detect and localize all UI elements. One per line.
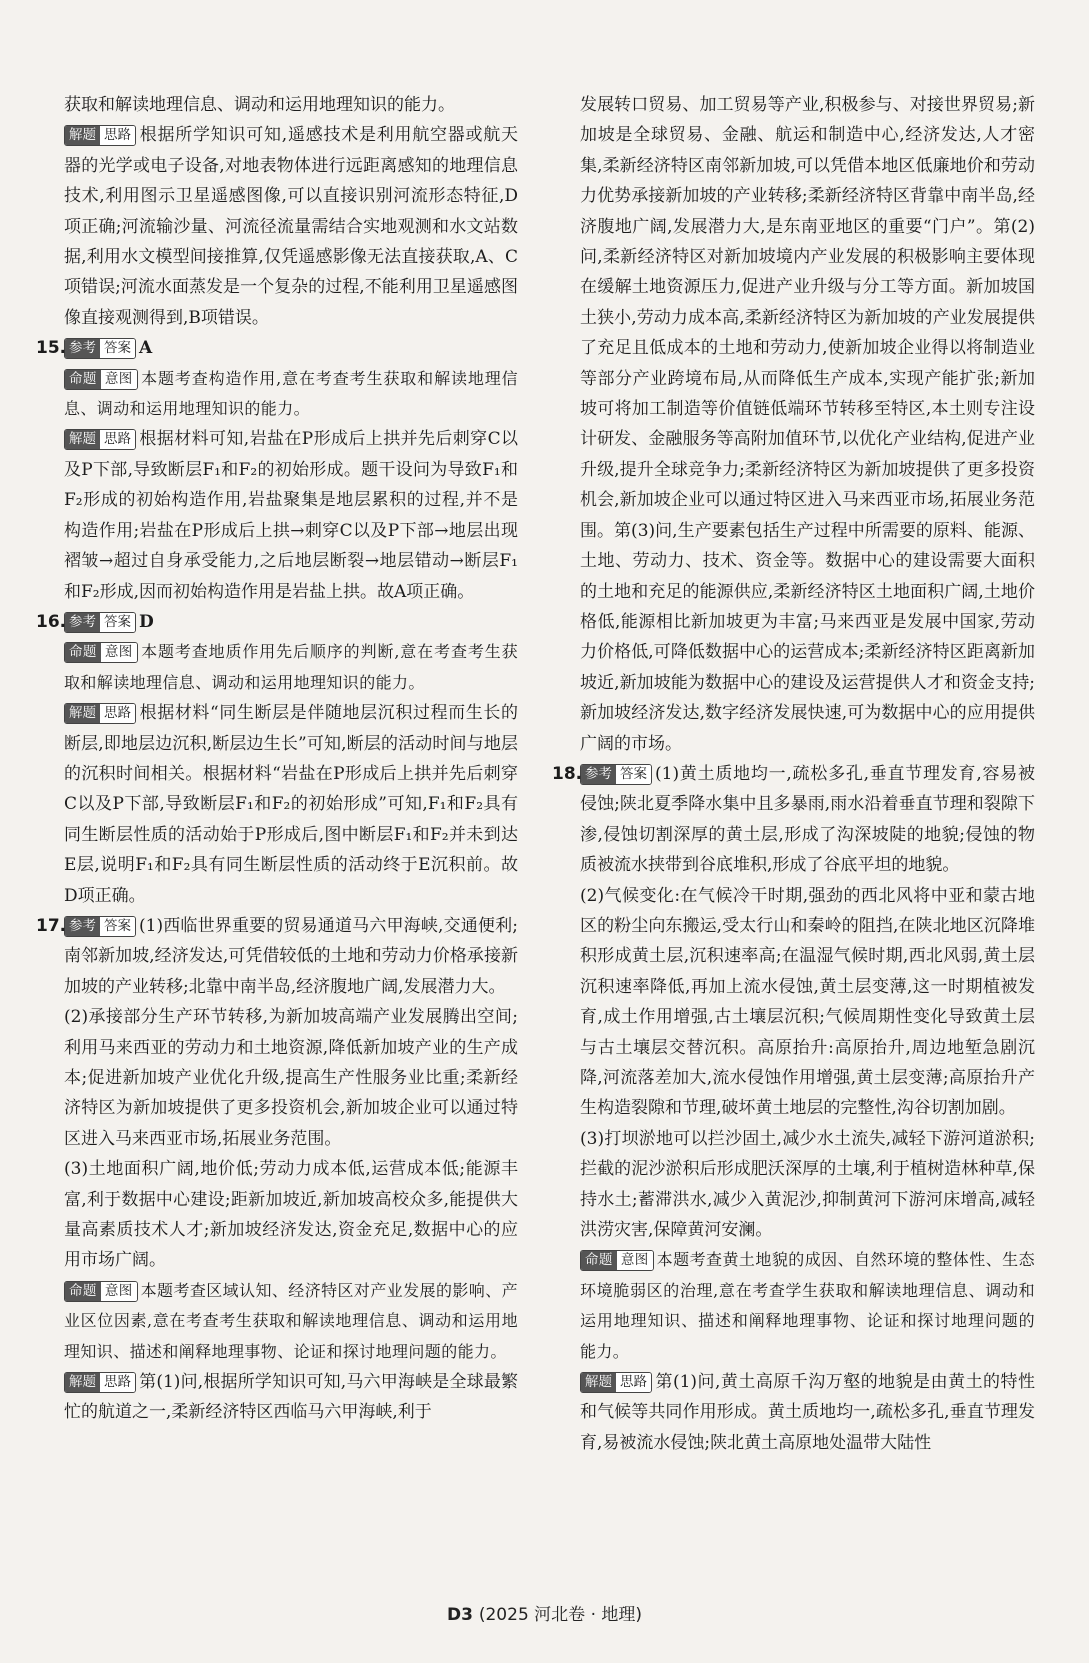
page-code: D3 xyxy=(446,1605,473,1625)
q17-answer-2: (2)承接部分生产环节转移,为新加坡高端产业发展腾出空间;利用马来西亚的劳动力和土地资源,降低新加坡产业的生产成本;促进新加坡产业优化升级,提高生产性服务业比重;柔新经济特区为新加坡提供了更多投资机会,新加坡企业可以通过特区进入马来西亚市场,拓展业务范围。 xyxy=(64,1007,518,1149)
tag-thinking: 解题 思路 xyxy=(64,1372,136,1393)
page-footer xyxy=(0,1600,1089,1625)
q17-thinking: 解题 思路 第(1)问,根据所学知识可知,马六甲海峡是全球最繁忙的航道之一,柔新经济特区西临马六甲海峡,利于 xyxy=(64,1372,518,1423)
tag-thinking: 解题 思路 xyxy=(64,703,136,724)
q18-intent: 命题 意图 本题考查黄土地貌的成因、自然环境的整体性、生态环境脆弱区的治理,意在考查学生获取和解读地理信息、调动和运用地理知识、描述和阐释地理事物、论证和探讨地理问题的能力。 xyxy=(580,1250,1035,1361)
tag-answer: 参考 答案 xyxy=(64,916,136,937)
question-number: 18. xyxy=(552,763,583,784)
tag-answer: 参考 答案 xyxy=(580,764,652,785)
left-column xyxy=(36,90,518,1428)
q15-answer: A xyxy=(139,338,153,359)
page-meta: (2025 河北卷 · 地理) xyxy=(478,1605,643,1625)
q17-answer-3: (3)土地面积广阔,地价低;劳动力成本低,运营成本低;能源丰富,利于数据中心建设;距新加坡近,新加坡高校众多,能提供大量高素质技术人才;新加坡经济发达,资金充足,数据中心的应用市场广阔。 xyxy=(64,1159,518,1271)
q16-thinking: 解题 思路 根据材料“同生断层是伴随地层沉积过程而生长的断层,即地层边沉积,断层边生长”可知,断层的活动时间与地层的沉积时间相关。根据材料“岩盐在P形成后上拱并先后刺穿C以及P下部,导致断层F₁和F₂的初始形成”可知,F₁和F₂具有同生断层性质的活动始于P形成后,图中断层F₁和F₂并未到达E层,说明F₁和F₂具有同生断层性质的活动终于E沉积前。故D项正确。 xyxy=(64,703,518,906)
question-18 xyxy=(552,759,1035,881)
question-number: 15. xyxy=(36,338,67,359)
question-17 xyxy=(36,911,518,1002)
q18-thinking: 解题 思路 第(1)问,黄土高原千沟万壑的地貌是由黄土的特性和气候等共同作用形成。黄土质地均一,疏松多孔,垂直节理发育,易被流水侵蚀;陕北黄土高原地处温带大陆性 xyxy=(580,1372,1035,1453)
question-number: 16. xyxy=(36,611,67,632)
right-column xyxy=(552,90,1035,1458)
q17-thinking-continued: 发展转口贸易、加工贸易等产业,积极参与、对接世界贸易;新加坡是全球贸易、金融、航运和制造中心,经济发达,人才密集,柔新经济特区南邻新加坡,可以凭借本地区低廉地价和劳动力优势承接新加坡的产业转移;柔新经济特区背靠中南半岛,经济腹地广阔,发展潜力大,是东南亚地区的重要“门户”。第(2)问,柔新经济特区对新加坡境内产业发展的积极影响主要体现在缓解土地资源压力,促进产业升级与分工等方面。新加坡国土狭小,劳动力成本高,柔新经济特区为新加坡的产业发展提供了充足且低成本的土地和劳动力,使新加坡企业得以将制造业等部分产业跨境布局,从而降低生产成本,实现产能扩张;新加坡可将加工制造等价值链低端环节转移至特区,本土则专注设计研发、金融服务等高附加值环节,以优化产业结构,促进产业升级,提升全球竞争力;柔新经济特区为新加坡提供了更多投资机会,新加坡企业可以通过特区进入马来西亚市场,拓展业务范围。第(3)问,生产要素包括生产过程中所需要的原料、能源、土地、劳动力、技术、资金等。数据中心的建设需要大面积的土地和充足的能源供应,柔新经济特区土地面积广阔,土地价格低,能源相比新加坡更为丰富;马来西亚是发展中国家,劳动力价格低,可降低数据中心的运营成本;柔新经济特区距离新加坡近,新加坡能为数据中心的建设及运营提供人才和资金支持;新加坡经济发达,数字经济发展快速,可为数据中心的应用提供广阔的市场。 xyxy=(580,95,1035,754)
q17-intent: 命题 意图 本题考查区域认知、经济特区对产业发展的影响、产业区位因素,意在考查考生获取和解读地理信息、调动和运用地理知识、描述和阐释地理事物、论证和探讨地理问题的能力。 xyxy=(64,1280,518,1361)
q16-intent: 命题 意图 本题考查地质作用先后顺序的判断,意在考查考生获取和解读地理信息、调动和运用地理知识的能力。 xyxy=(64,642,518,692)
question-16 xyxy=(36,607,518,637)
tag-answer: 参考 答案 xyxy=(64,338,136,359)
question-number: 17. xyxy=(36,915,67,936)
q15-thinking: 解题 思路 根据材料可知,岩盐在P形成后上拱并先后刺穿C以及P下部,导致断层F₁和F₂的初始形成。题干设问为导致F₁和F₂形成的初始构造作用,岩盐聚集是地层累积的过程,并不是构造作用;岩盐在P形成后上拱→刺穿C以及P下部→地层出现褶皱→超过自身承受能力,之后地层断裂→地层错动→断层F₁和F₂形成,因而初始构造作用是岩盐上拱。故A项正确。 xyxy=(64,429,518,602)
q18-answer-3: (3)打坝淤地可以拦沙固土,减少水土流失,减轻下游河道淤积;拦截的泥沙淤积后形成肥沃深厚的土壤,利于植树造林种草,保持水土;蓄滞洪水,减少入黄泥沙,抑制黄河下游河床增高,减轻洪涝灾害,保障黄河安澜。 xyxy=(580,1128,1035,1241)
q18-answer-2: (2)气候变化:在气候冷干时期,强劲的西北风将中亚和蒙古地区的粉尘向东搬运,受太行山和秦岭的阻挡,在陕北地区沉降堆积形成黄土层,沉积速率高;在温湿气候时期,西北风弱,黄土层沉积速率降低,再加上流水侵蚀,黄土层变薄,这一时期植被发育,成土作用增强,古土壤层沉积;气候周期性变化导致黄土层与古土壤层交替沉积。高原抬升:高原抬升,周边地堑急剧沉降,河流落差加大,流水侵蚀作用增强,黄土层变薄;高原抬升产生构造裂隙和节理,破坏黄土地层的完整性,沟谷切割加剧。 xyxy=(580,885,1035,1119)
tag-answer: 参考 答案 xyxy=(64,612,136,633)
tag-intent: 命题 意图 xyxy=(64,642,138,663)
tag-thinking: 解题 思路 xyxy=(64,125,136,146)
q17-answer-1: (1)西临世界重要的贸易通道马六甲海峡,交通便利;南邻新加坡,经济发达,可凭借较低的土地和劳动力价格承接新加坡的产业转移;北靠中南半岛,经济腹地广阔,发展潜力大。 xyxy=(64,915,518,997)
tag-thinking: 解题 思路 xyxy=(64,429,136,450)
tag-intent: 命题 意图 xyxy=(64,1281,138,1302)
tag-intent: 命题 意图 xyxy=(64,369,138,390)
q18-answer-1: (1)黄土质地均一,疏松多孔,垂直节理发育,容易被侵蚀;陕北夏季降水集中且多暴雨,雨水沿着垂直节理和裂隙下渗,侵蚀切割深厚的黄土层,形成了沟深坡陡的地貌;侵蚀的物质被流水挟带到谷底堆积,形成了谷底平坦的地貌。 xyxy=(580,763,1035,876)
question-15 xyxy=(36,333,518,363)
tag-thinking: 解题 思路 xyxy=(580,1372,652,1393)
q16-answer: D xyxy=(139,611,154,632)
intro-line: 获取和解读地理信息、调动和运用地理知识的能力。 xyxy=(64,95,455,115)
q15-intent: 命题 意图 本题考查构造作用,意在考查考生获取和解读地理信息、调动和运用地理知识的能力。 xyxy=(64,368,518,419)
q14-thinking: 解题 思路 根据所学知识可知,遥感技术是利用航空器或航天器的光学或电子设备,对地表物体进行远距离感知的地理信息技术,利用图示卫星遥感图像,可以直接识别河流形态特征,D项正确;河流输沙量、河流径流量需结合实地观测和水文站数据,利用水文模型间接推算,仅凭遥感影像无法直接获取,A、C项错误;河流水面蒸发是一个复杂的过程,不能利用卫星遥感图像直接观测得到,B项错误。 xyxy=(64,125,518,328)
tag-intent: 命题 意图 xyxy=(580,1250,654,1271)
